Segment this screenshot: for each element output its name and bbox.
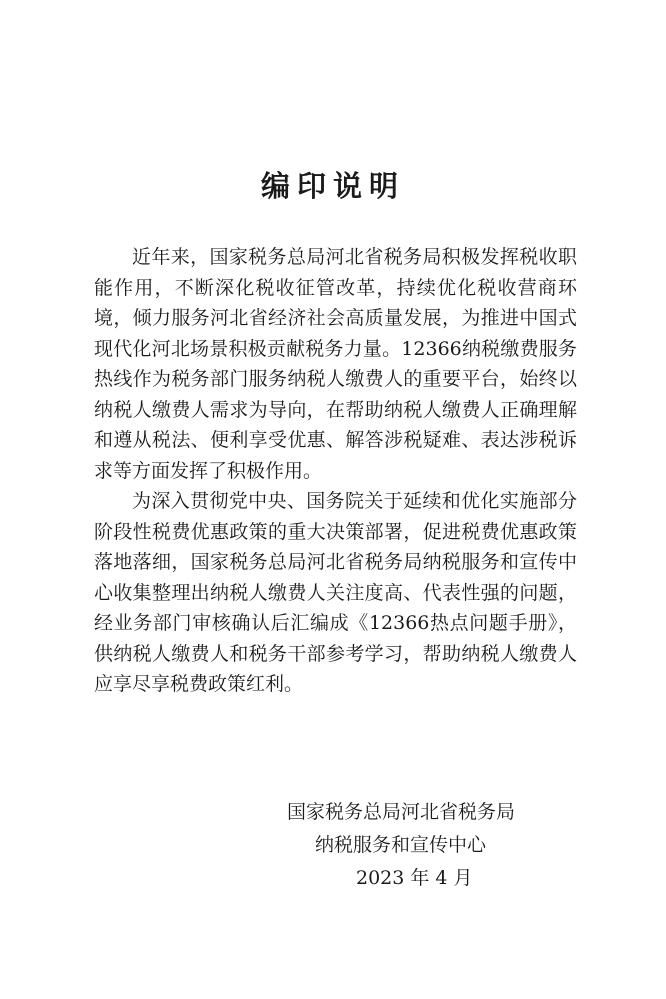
signature-department: 纳税服务和宣传中心 bbox=[315, 834, 487, 856]
paragraph-purpose: 为深入贯彻党中央、国务院关于延续和优化实施部分阶段性税费优惠政策的重大决策部署，促进税费优惠政策落地落细，国家税务总局河北省税务局纳税服务和宣传中心收集整理出纳税人缴费人关注度高、代表性强的问题，经业务部门审核确认后汇编成《12366热点问题手册》，供纳税人缴费人和税务干部参考学习，帮助纳税人缴费人应享尽享税费政策红利。 bbox=[94, 490, 577, 695]
signature-date: 2023 年 4 月 bbox=[356, 867, 473, 889]
signature-organization: 国家税务总局河北省税务局 bbox=[287, 801, 516, 823]
page-title: 编印说明 bbox=[260, 169, 405, 203]
body-text bbox=[94, 242, 577, 700]
paragraph-intro: 近年来，国家税务总局河北省税务局积极发挥税收职能作用，不断深化税收征管改革，持续优化税收营商环境，倾力服务河北省经济社会高质量发展，为推进中国式现代化河北场景积极贡献税务力量。12366纳税缴费服务热线作为税务部门服务纳税人缴费人的重要平台，始终以纳税人缴费人需求为导向，在帮助纳税人缴费人正确理解和遵从税法、便利享受优惠、解答涉税疑难、表达涉税诉求等方面发挥了积极作用。 bbox=[94, 246, 577, 482]
